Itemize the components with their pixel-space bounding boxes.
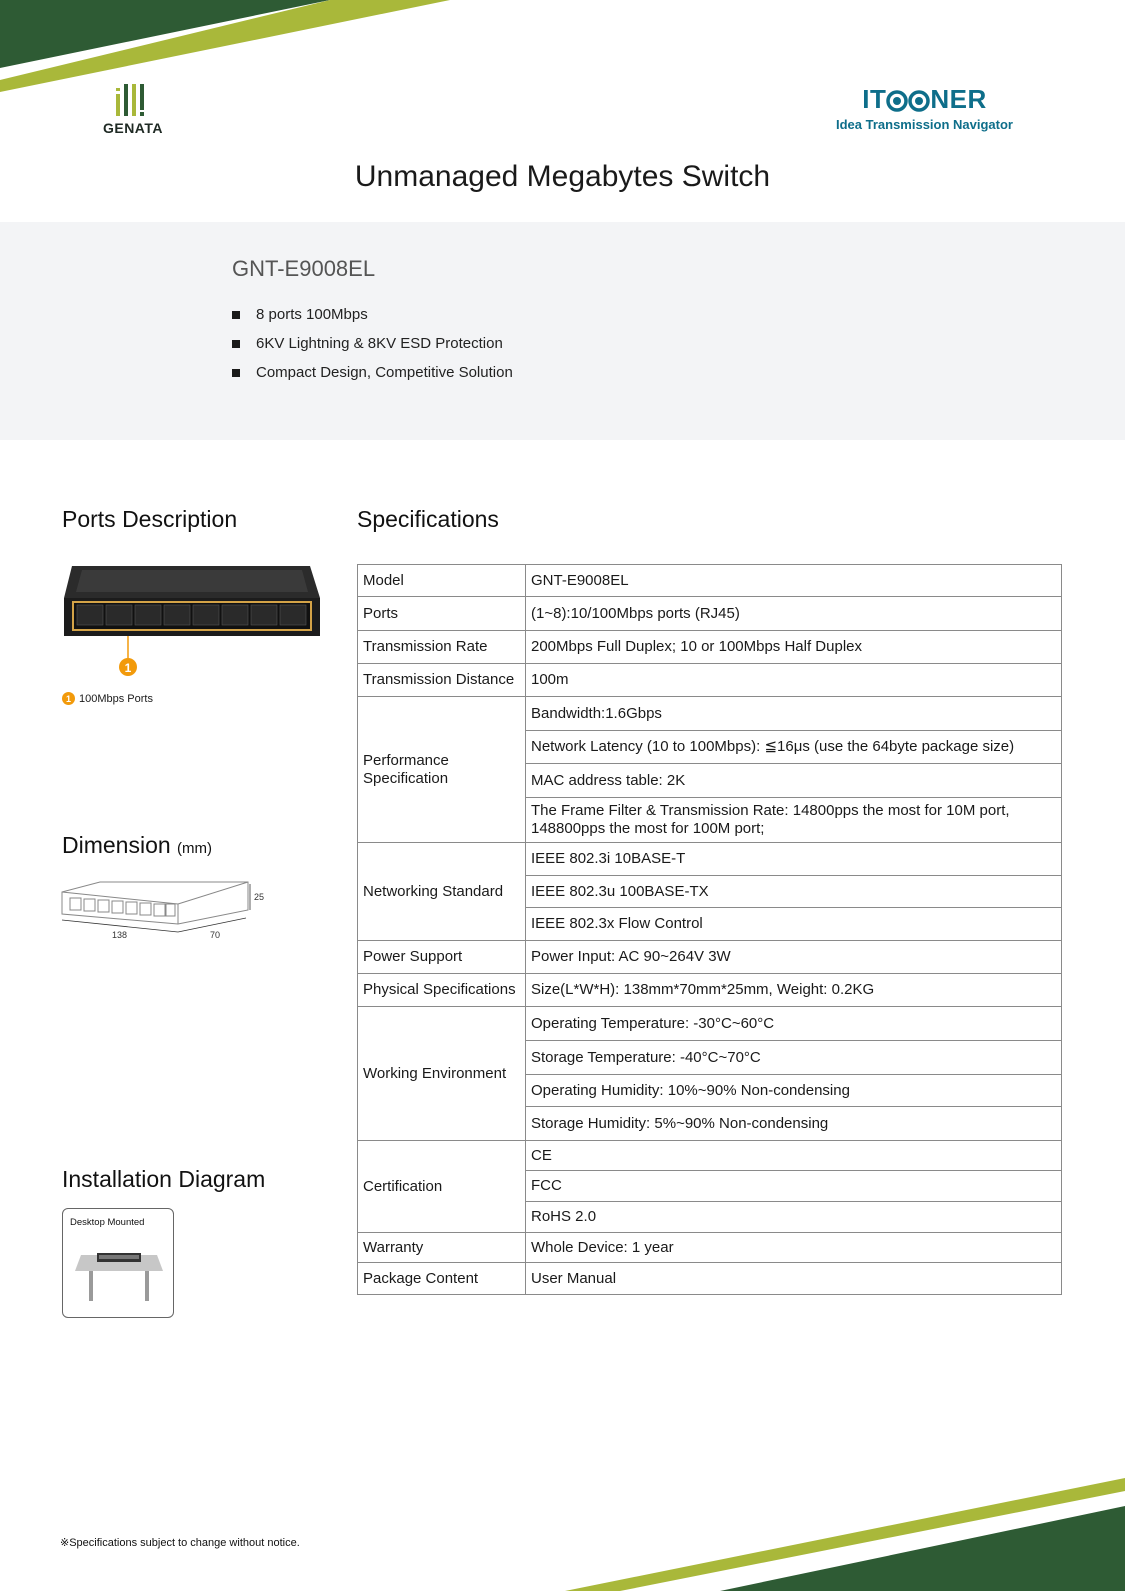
- page-title: Unmanaged Megabytes Switch: [354, 160, 771, 193]
- itooner-eyes-icon: [886, 90, 930, 112]
- feature-item: [232, 300, 513, 329]
- hero-band: [0, 222, 1125, 440]
- spec-value: RoHS 2.0: [526, 1202, 1062, 1233]
- spec-key: Warranty: [358, 1233, 526, 1263]
- spec-key: Transmission Distance: [358, 664, 526, 697]
- genata-logo-mark-icon: [113, 82, 153, 118]
- installation-mode-label: Desktop Mounted: [70, 1217, 145, 1228]
- genata-brand-name: GENATA: [102, 120, 164, 136]
- spec-value: Operating Temperature: -30°C~60°C: [526, 1007, 1062, 1041]
- square-bullet-icon: [232, 369, 240, 377]
- dimension-length-label: 138: [112, 930, 128, 940]
- installation-section-title: Installation Diagram: [62, 1166, 266, 1192]
- spec-value: 200Mbps Full Duplex; 10 or 100Mbps Half Duplex: [526, 631, 1062, 664]
- spec-value: (1~8):10/100Mbps ports (RJ45): [526, 597, 1062, 631]
- port-callout-legend: [62, 692, 153, 705]
- spec-value: Network Latency (10 to 100Mbps): ≦16μs (use the 64byte package size): [526, 731, 1062, 764]
- itooner-logo: [836, 84, 1013, 132]
- feature-item: [232, 329, 513, 358]
- port-callout-badge: 1: [62, 692, 75, 705]
- table-row: [358, 565, 1062, 597]
- spec-key: Certification: [358, 1141, 526, 1233]
- spec-value: Operating Humidity: 10%~90% Non-condensing: [526, 1075, 1062, 1107]
- square-bullet-icon: [232, 311, 240, 319]
- spec-value: 100m: [526, 664, 1062, 697]
- feature-text: 8 ports 100Mbps: [256, 306, 368, 323]
- dimension-height-label: 25: [254, 892, 265, 902]
- square-bullet-icon: [232, 340, 240, 348]
- spec-value: Storage Humidity: 5%~90% Non-condensing: [526, 1107, 1062, 1141]
- spec-value: Whole Device: 1 year: [526, 1233, 1062, 1263]
- spec-key: Working Environment: [358, 1007, 526, 1141]
- installation-card: [62, 1208, 174, 1318]
- table-row: [358, 1141, 1062, 1171]
- desktop-table-icon: [63, 1209, 175, 1319]
- feature-text: Compact Design, Competitive Solution: [256, 364, 513, 381]
- spec-key: Ports: [358, 597, 526, 631]
- spec-key: Model: [358, 565, 526, 597]
- dimension-section-title: [62, 832, 212, 859]
- spec-value: IEEE 802.3i 10BASE-T: [526, 843, 1062, 876]
- table-row: [358, 941, 1062, 974]
- spec-key: Package Content: [358, 1263, 526, 1295]
- dimension-title-text: Dimension: [62, 832, 171, 858]
- spec-value: CE: [526, 1141, 1062, 1171]
- itooner-tagline: Idea Transmission Navigator: [835, 117, 1013, 132]
- table-row: [358, 843, 1062, 876]
- spec-key: Transmission Rate: [358, 631, 526, 664]
- itooner-brand-suffix: NER: [930, 84, 987, 114]
- port-callout-label: 100Mbps Ports: [79, 692, 153, 705]
- spec-value: Bandwidth:1.6Gbps: [526, 697, 1062, 731]
- itooner-brand-name: [836, 84, 1013, 115]
- feature-item: [232, 358, 513, 387]
- spec-value: IEEE 802.3x Flow Control: [526, 908, 1062, 941]
- itooner-brand-prefix: IT: [862, 84, 887, 114]
- feature-text: 6KV Lightning & 8KV ESD Protection: [256, 335, 503, 352]
- spec-value: FCC: [526, 1171, 1062, 1202]
- spec-key: Performance Specification: [358, 697, 526, 843]
- table-row: [358, 1233, 1062, 1263]
- top-left-stripe-decoration: [0, 0, 460, 95]
- table-row: [358, 974, 1062, 1007]
- hero-model: GNT-E9008EL: [232, 256, 376, 281]
- switch-front-photo-icon: [62, 562, 322, 682]
- spec-key: Networking Standard: [358, 843, 526, 941]
- feature-list: [232, 300, 513, 387]
- dimension-width-label: 70: [210, 930, 221, 940]
- table-row: [358, 631, 1062, 664]
- table-row: [358, 697, 1062, 731]
- dimension-drawing-icon: [60, 880, 280, 956]
- footnote: ※Specifications subject to change without notice.: [60, 1537, 300, 1549]
- table-row: [358, 597, 1062, 631]
- spec-key: Physical Specifications: [358, 974, 526, 1007]
- spec-value: MAC address table: 2K: [526, 764, 1062, 798]
- spec-key: Power Support: [358, 941, 526, 974]
- genata-logo: [98, 82, 168, 136]
- specifications-section-title: Specifications: [357, 506, 499, 532]
- table-row: [358, 1007, 1062, 1041]
- dimension-unit: (mm): [177, 840, 213, 857]
- spec-value: User Manual: [526, 1263, 1062, 1295]
- port-callout-number-marker: 1: [124, 661, 132, 675]
- spec-value: Storage Temperature: -40°C~70°C: [526, 1041, 1062, 1075]
- spec-value: IEEE 802.3u 100BASE-TX: [526, 876, 1062, 908]
- table-row: [358, 1263, 1062, 1295]
- table-row: [358, 664, 1062, 697]
- spec-value: GNT-E9008EL: [526, 565, 1062, 597]
- spec-value: The Frame Filter & Transmission Rate: 14800pps the most for 10M port, 148800pps the most for 100M port;: [526, 798, 1062, 843]
- spec-value: Power Input: AC 90~264V 3W: [526, 941, 1062, 974]
- spec-value: Size(L*W*H): 138mm*70mm*25mm, Weight: 0.2KG: [526, 974, 1062, 1007]
- specifications-table: [357, 564, 1062, 1295]
- ports-section-title: Ports Description: [62, 506, 238, 532]
